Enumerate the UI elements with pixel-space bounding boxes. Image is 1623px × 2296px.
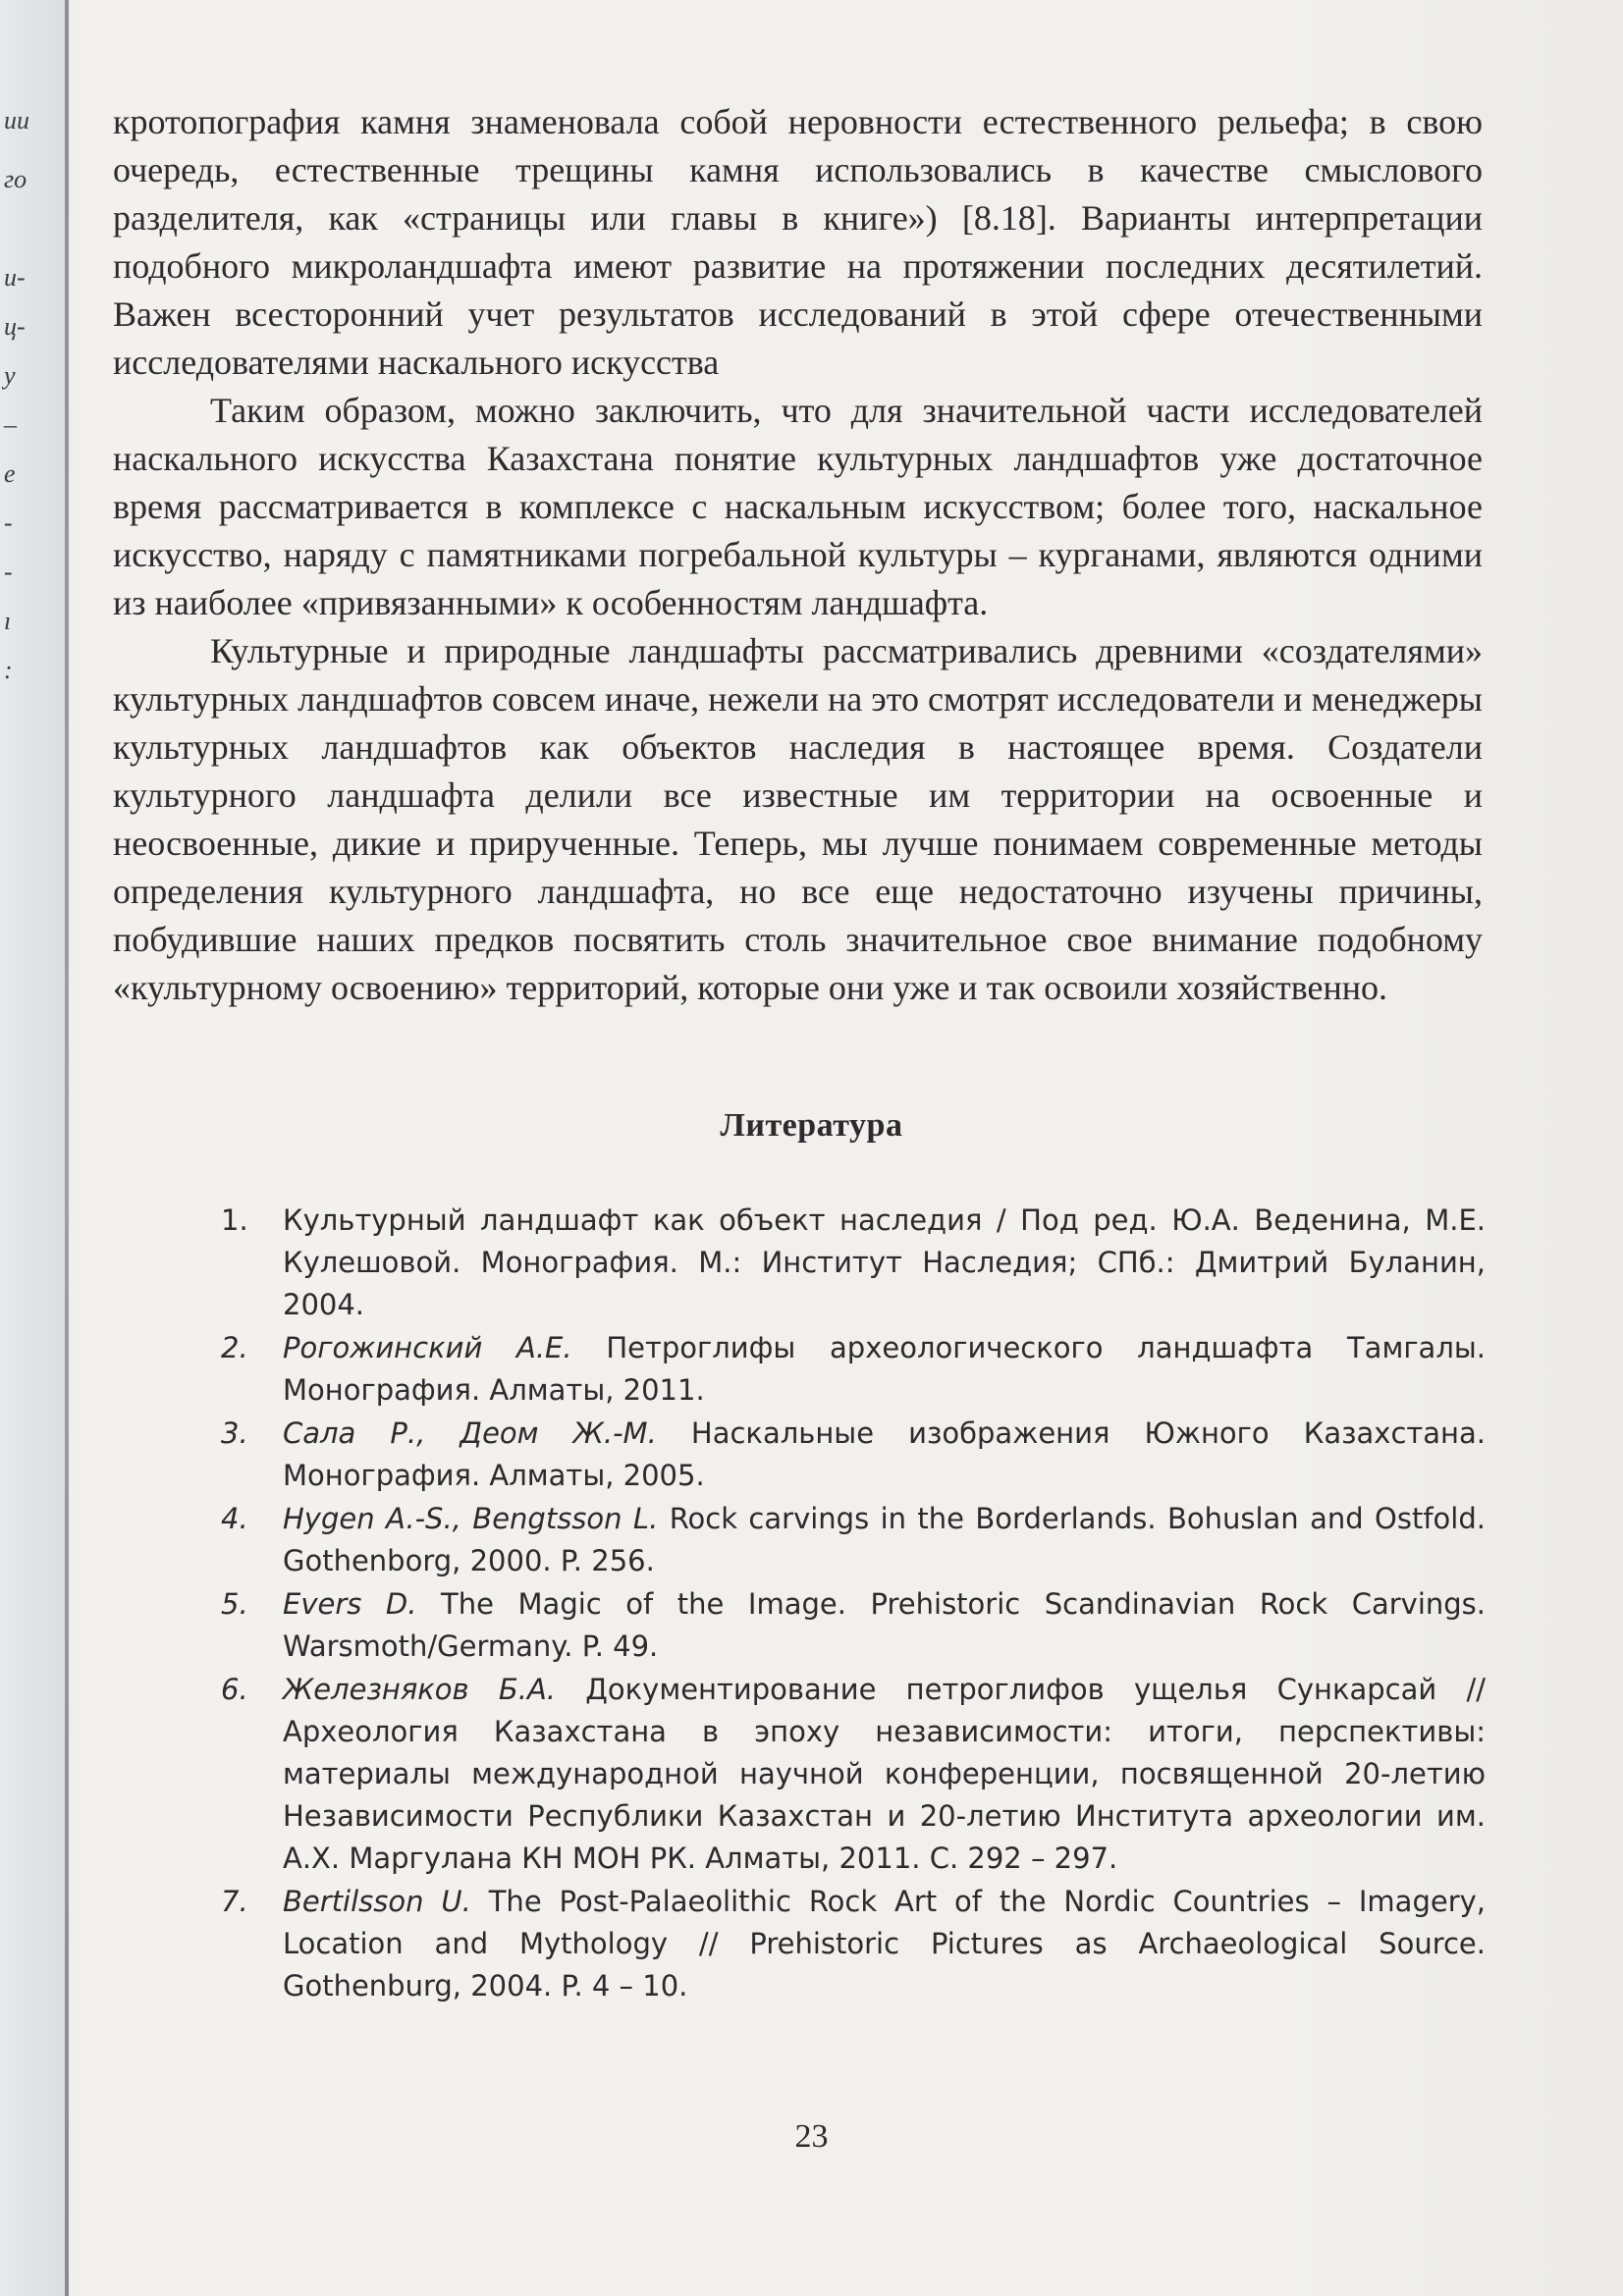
paragraph-continuation: кротопография камня знаменовала собой неровности естественного рельефа; в свою очередь, естественные трещины камня использовались в качестве смыслового разделителя, как «страницы или главы в книге») [8.18]. Варианты интерпретации подобного микроландшафта имеют развитие на протяжении последних десятилетий. Важен всесторонний учет результатов исследований в этой сфере отечественными исследователями наскального искусства	[113, 102, 1483, 382]
margin-fragment: ц-	[4, 312, 26, 341]
reference-text: Наскальные изображения Южного Казахстана. Монография. Алматы, 2005.	[283, 1416, 1486, 1492]
reference-text: The Magic of the Image. Prehistoric Scandinavian Rock Carvings. Warsmoth/Germany. P. 49.	[283, 1587, 1486, 1663]
reference-text: Rock carvings in the Borderlands. Bohuslan and Ostfold. Gothenborg, 2000. P. 256.	[283, 1502, 1486, 1577]
margin-fragment: –	[4, 410, 17, 439]
reference-number: 2.	[221, 1331, 248, 1364]
reference-item	[209, 1498, 1486, 1582]
reference-number: 5.	[221, 1587, 248, 1621]
reference-text: Культурный ландшафт как объект наследия / Под ред. Ю.А. Веденина, М.Е. Кулешовой. Монография. М.: Институт Наследия; СПб.: Дмитрий Буланин, 2004.	[283, 1203, 1486, 1321]
margin-fragment: -	[4, 508, 13, 537]
page-number: 23	[794, 2118, 829, 2155]
facing-page-edge	[0, 0, 65, 2296]
reference-author: Evers D.	[283, 1587, 442, 1621]
reference-item	[209, 1200, 1486, 1326]
reference-text: The Post-Palaeolithic Rock Art of the Nordic Countries – Imagery, Location and Mythology // Prehistoric Pictures as Archaeological Source. Gothenburg, 2004. P. 4 – 10.	[283, 1885, 1486, 2002]
reference-number: 3.	[221, 1416, 248, 1450]
margin-fragment: ии	[4, 106, 29, 134]
reference-number: 4.	[221, 1502, 248, 1535]
margin-fragment: ı	[4, 607, 12, 635]
paragraph: Культурные и природные ландшафты рассматривались древними «создателями» культурных ландшафтов совсем иначе, нежели на это смотрят исследователи и менеджеры культурных ландшафтов как объектов наследия в настоящее время. Создатели культурного ландшафта делили все известные им территории на освоенные и неосвоенные, дикие и прирученные. Теперь, мы лучше понимаем современные методы определения культурного ландшафта, но все еще недостаточно изучены причины, побудившие наших предков посвятить столь значительное свое внимание подобному «культурному освоению» территорий, которые они уже и так освоили хозяйственно.	[113, 631, 1483, 1007]
paragraph: Таким образом, можно заключить, что для значительной части исследователей наскального искусства Казахстана понятие культурных ландшафтов уже достаточное время рассматривается в комплексе с наскальным искусством; более того, наскальное искусство, наряду с памятниками погребальной культуры – курганами, являются одними из наиболее «привязанными» к особенностям ландшафта.	[113, 391, 1483, 622]
margin-fragment: и-	[4, 263, 26, 292]
reference-author: Bertilsson U.	[283, 1885, 489, 1918]
reference-item	[209, 1583, 1486, 1668]
margin-fragment: -	[4, 558, 13, 586]
reference-author: Железняков Б.А.	[283, 1673, 586, 1706]
reference-text: Документирование петроглифов ущелья Сункарсай // Археология Казахстана в эпоху независимости: итоги, перспективы: материалы международной научной конференции, посвященной 20-летию Независимости Республики Казахстан и 20-летию Института археологии им. А.Х. Маргулана КН МОН РК. Алматы, 2011. С. 292 – 297.	[283, 1673, 1486, 1875]
reference-item	[209, 1327, 1486, 1412]
reference-number: 7.	[221, 1885, 248, 1918]
reference-number: 6.	[221, 1673, 248, 1706]
margin-fragment: го	[4, 165, 27, 193]
margin-fragment: :	[4, 656, 13, 684]
margin-fragment: у	[4, 361, 16, 390]
reference-author: Рогожинский А.Е.	[283, 1331, 607, 1364]
reference-author: Сала Р., Деом Ж.-М.	[283, 1416, 691, 1450]
margin-fragment: е	[4, 459, 16, 488]
reference-item	[209, 1413, 1486, 1497]
reference-number: 1.	[221, 1203, 248, 1237]
reference-author: Hygen A.-S., Bengtsson L.	[283, 1502, 670, 1535]
main-text	[113, 98, 1483, 1012]
literature-heading: Литература	[720, 1107, 903, 1144]
binding-gutter	[65, 0, 69, 2296]
reference-text: Петроглифы археологического ландшафта Тамгалы. Монография. Алматы, 2011.	[283, 1331, 1486, 1407]
reference-item	[209, 1669, 1486, 1880]
reference-list	[209, 1200, 1486, 2008]
reference-item	[209, 1881, 1486, 2007]
